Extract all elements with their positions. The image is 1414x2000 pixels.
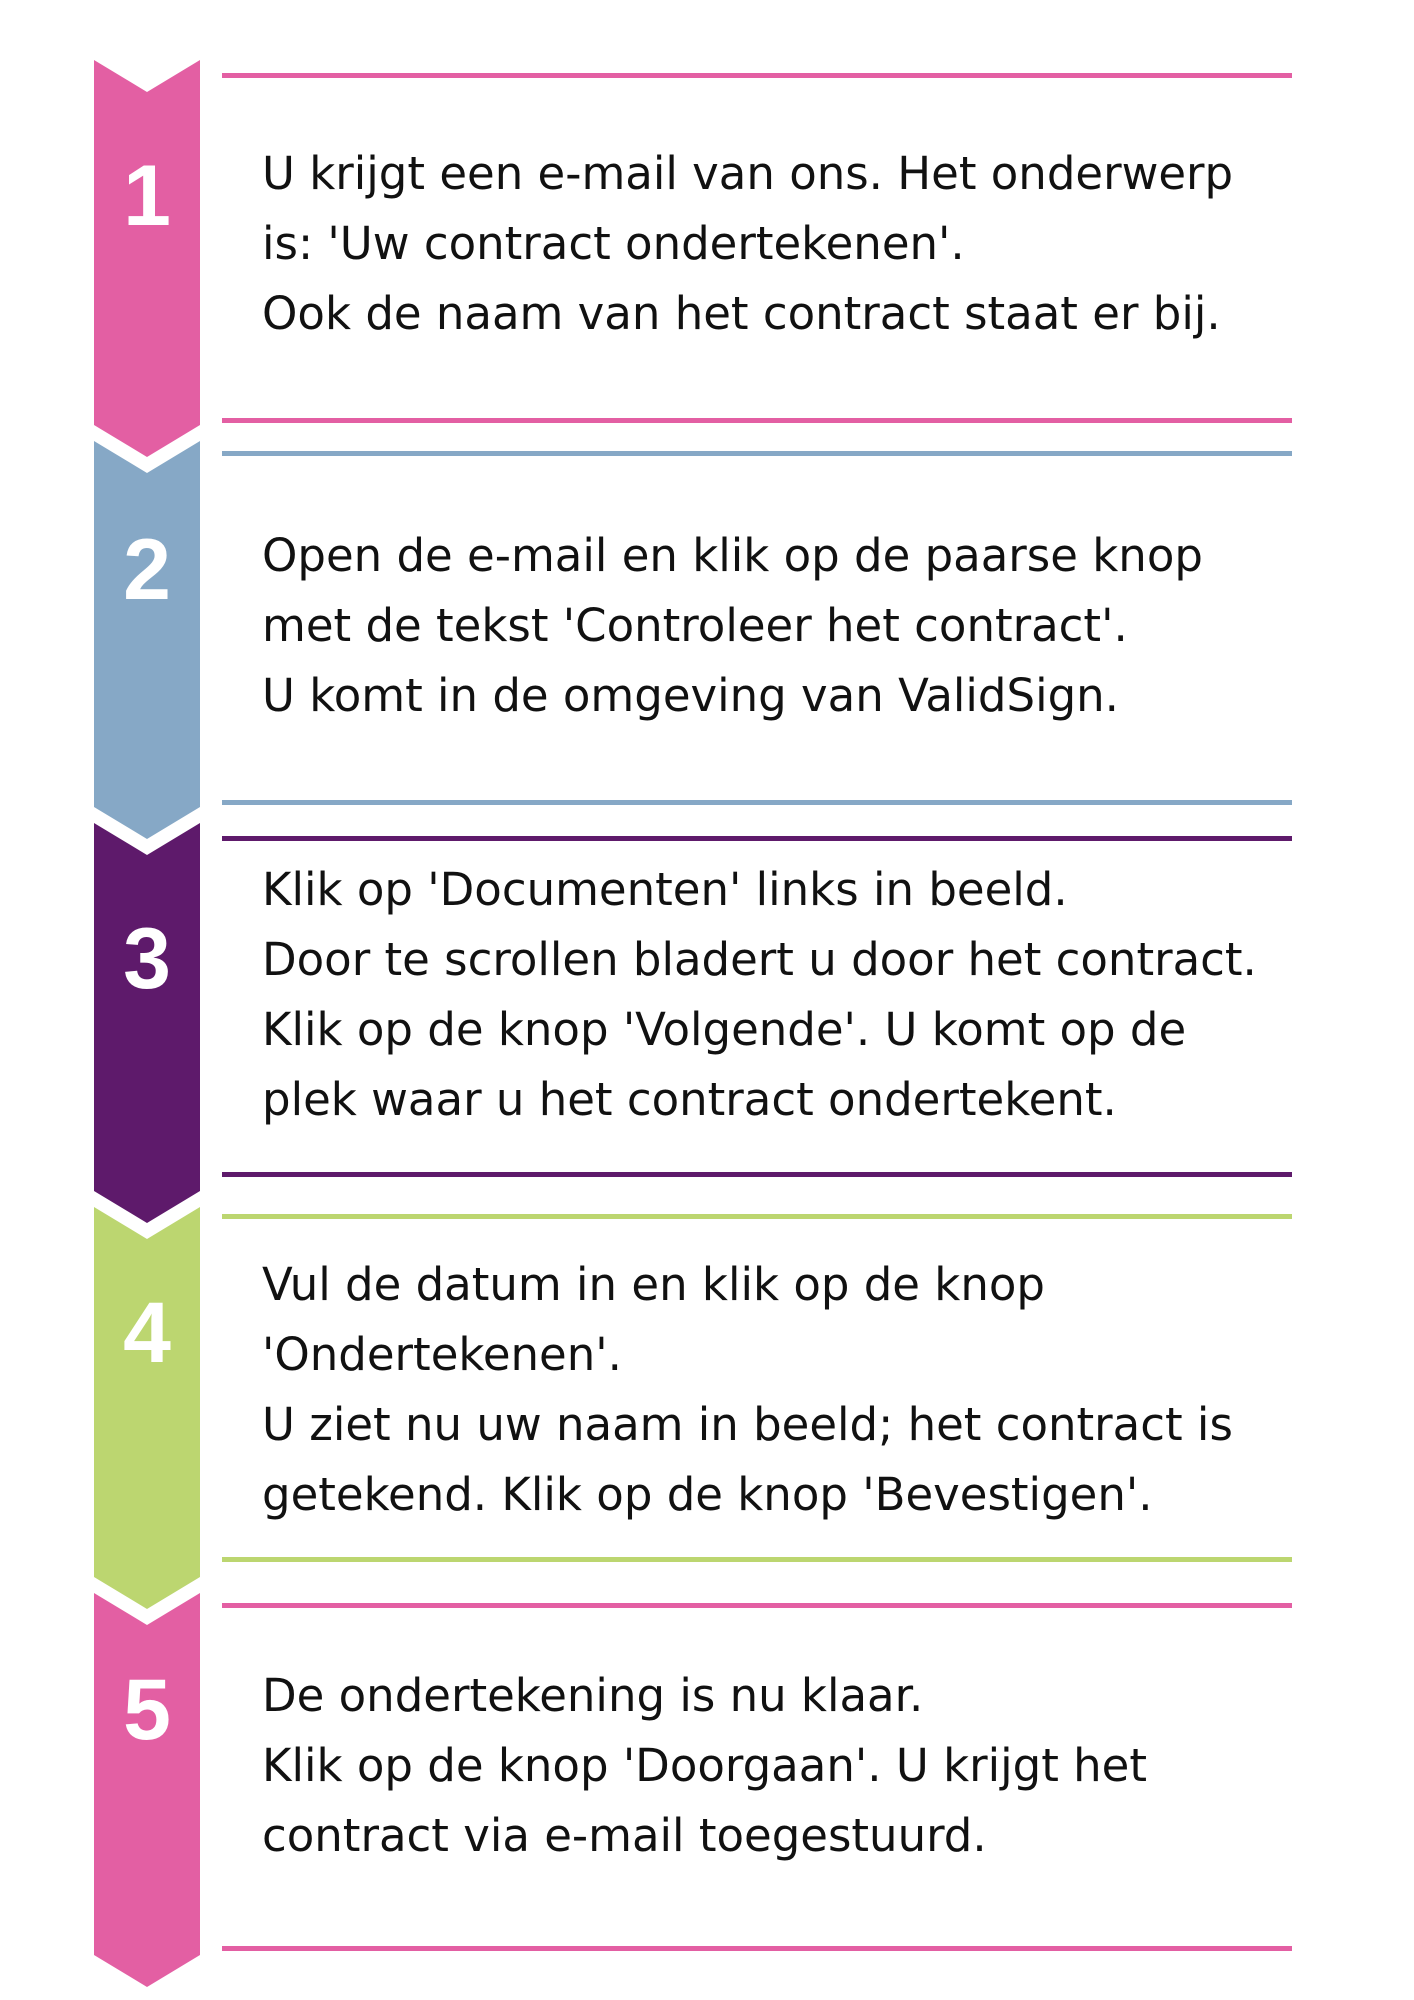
step-3-chevron (94, 823, 200, 1223)
step-5-line-1: De ondertekening is nu klaar. (262, 1669, 924, 1722)
step-4-line-2: 'Ondertekenen'. (262, 1328, 622, 1381)
step-2-line-3: U komt in de omgeving van ValidSign. (262, 669, 1119, 722)
step-4-line-1: Vul de datum in en klik op de knop (262, 1258, 1045, 1311)
step-3-line-1: Klik op 'Documenten' links in beeld. (262, 863, 1068, 916)
step-2-number: 2 (123, 522, 171, 618)
step-1-line-1: U krijgt een e-mail van ons. Het onderwerp (262, 147, 1234, 200)
step-5-top-rule (222, 1603, 1292, 1608)
step-2-chevron (94, 441, 200, 839)
step-3-text (262, 855, 1312, 1135)
step-1-line-2: is: 'Uw contract ondertekenen'. (262, 217, 965, 270)
step-5-number: 5 (123, 1662, 171, 1758)
step-5-chevron (94, 1593, 200, 1987)
step-4-line-4: getekend. Klik op de knop 'Bevestigen'. (262, 1468, 1153, 1521)
step-4-text (262, 1250, 1312, 1530)
step-1-top-rule (222, 73, 1292, 78)
step-1-number: 1 (123, 148, 171, 244)
step-2-bottom-rule (222, 800, 1292, 805)
step-4-line-3: U ziet nu uw naam in beeld; het contract is (262, 1398, 1233, 1451)
step-3-line-2: Door te scrollen bladert u door het contract. (262, 933, 1257, 986)
step-3-line-4: plek waar u het contract ondertekent. (262, 1073, 1117, 1126)
step-3-top-rule (222, 836, 1292, 841)
step-2-line-1: Open de e-mail en klik op de paarse knop (262, 529, 1203, 582)
step-3-bottom-rule (222, 1172, 1292, 1177)
step-3-number: 3 (123, 911, 171, 1007)
step-1-chevron (94, 60, 200, 457)
step-4-bottom-rule (222, 1557, 1292, 1562)
step-5-bottom-rule (222, 1946, 1292, 1951)
step-4-top-rule (222, 1214, 1292, 1219)
step-5-text (262, 1661, 1312, 1871)
step-4-number: 4 (123, 1285, 171, 1381)
step-2-top-rule (222, 451, 1292, 456)
step-2-line-2: met de tekst 'Controleer het contract'. (262, 599, 1128, 652)
step-3-line-3: Klik op de knop 'Volgende'. U komt op de (262, 1003, 1187, 1056)
step-1-line-3: Ook de naam van het contract staat er bij. (262, 287, 1221, 340)
step-5-line-2: Klik op de knop 'Doorgaan'. U krijgt het (262, 1739, 1147, 1792)
step-4-chevron (94, 1207, 200, 1609)
step-2-text (262, 521, 1312, 731)
step-5-line-3: contract via e-mail toegestuurd. (262, 1809, 987, 1862)
step-1-text (262, 139, 1312, 349)
step-1-bottom-rule (222, 418, 1292, 423)
